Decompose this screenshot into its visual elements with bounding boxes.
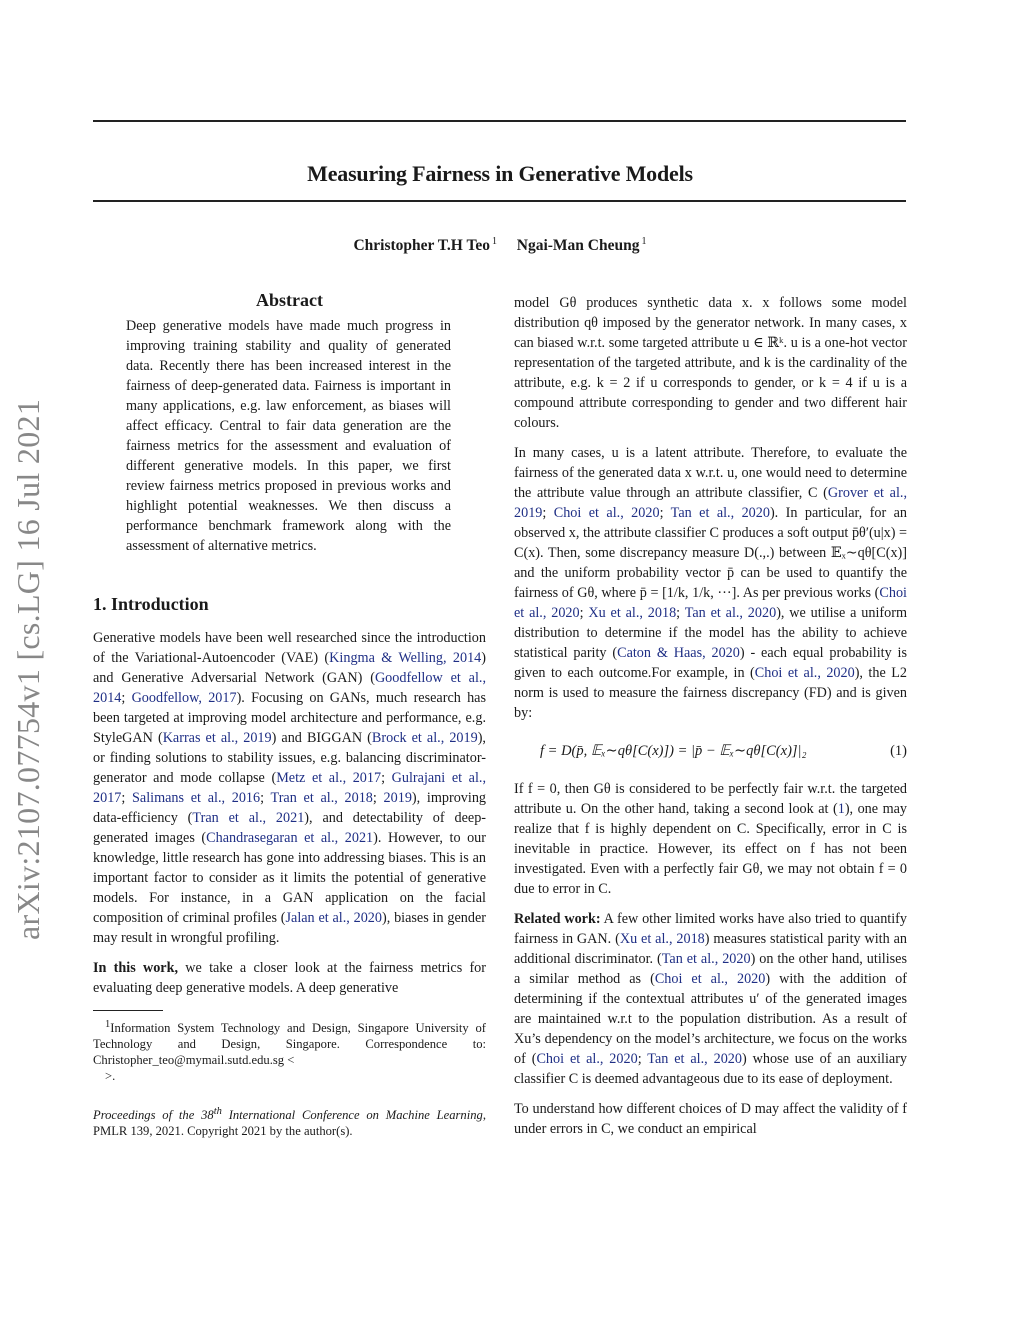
text-run: ; — [659, 505, 671, 521]
footnote-text: Information System Technology and Design, Singapore University of Technology and Design, Singapore. Correspondence to: Christopher_teo@mymail.sutd.edu.sg < — [93, 1021, 486, 1068]
text-run: ) - each equal probability is given to each outcome.For example, in ( — [514, 645, 907, 681]
left-column — [93, 290, 486, 1139]
text-run: ; — [579, 605, 589, 621]
footnote-rule — [93, 1010, 163, 1011]
citation-link[interactable]: Chandrasegaran et al., 2021 — [206, 830, 374, 846]
run-in-heading: Related work: — [514, 911, 601, 927]
text-run: ), one may realize that f is highly dependent on C. Specifically, error in C is inevitable in practice. However, its effect on f has not been investigated. Even with a perfectly fair Gθ, we may not obtain f = 0 due to error in C. — [514, 801, 907, 897]
abstract-heading: Abstract — [256, 290, 323, 310]
text-run: ) measures statistical parity with an additional discriminator. ( — [514, 931, 907, 967]
text-run: ; — [542, 505, 554, 521]
body-paragraph: To understand how different choices of D may affect the validity of f under errors in C, we conduct an empirical — [514, 1101, 907, 1137]
text-run: ; — [637, 1051, 648, 1067]
equation-number: (1) — [890, 743, 907, 759]
text-run: ) and BIGGAN ( — [271, 730, 372, 746]
proceedings-venue: Proceedings of the 38 — [93, 1108, 214, 1123]
text-run: ). Focusing on GANs, much research has been targeted at improving model architecture and performance, e.g. StyleGAN ( — [93, 690, 486, 746]
text-run: ) on the other hand, utilises a similar method as ( — [514, 951, 907, 987]
text-run: ). However, to our knowledge, little research has gone into addressing biases. This is an important factor to consider as it limits the potential of generative models. For instance, in a GAN application on the facial composition of criminal profiles ( — [93, 830, 487, 926]
citation-link[interactable]: Tan et al., 2020 — [670, 505, 770, 521]
text-run: ) and Generative Adversarial Network (GAN) ( — [93, 650, 486, 686]
text-run: A few other limited works have also tried to quantify fairness in GAN. ( — [514, 911, 907, 947]
citation-link[interactable]: Goodfellow, 2017 — [131, 690, 237, 706]
text-run: ; — [381, 770, 392, 786]
citation-link[interactable]: Xu et al., 2018 — [588, 605, 677, 621]
text-run: we take a closer look at the fairness metrics for evaluating deep generative models. A deep generative — [93, 960, 486, 996]
text-run: ), we utilise a uniform distribution to determine if the model has the ability to achieve statistical parity ( — [514, 605, 907, 661]
body-paragraph: model Gθ produces synthetic data x. x follows some model distribution qθ imposed by the generator network. In many cases, x can biased w.r.t. some targeted attribute u ∈ ℝᵏ. u is a one-hot vector representation of the targeted attribute, and k is the cardinality of the attribute, e.g. k = 2 if u corresponds to gender, or k = 4 if u is a compound attribute corresponding to gender and two different hair colours. — [514, 295, 907, 431]
citation-link[interactable]: Jalan et al., 2020 — [285, 910, 382, 926]
text-run: ; — [676, 605, 685, 621]
citation-link[interactable]: Tran et al., 2018 — [270, 790, 373, 806]
author-name: Ngai-Man Cheung — [516, 237, 640, 255]
text-run: ), improving data-efficiency ( — [93, 790, 487, 826]
citation-link[interactable]: Choi et al., 2020 — [514, 585, 907, 621]
citation-link[interactable]: Grover et al., 2019 — [514, 485, 907, 521]
equation-1 — [540, 741, 907, 761]
equation-body: f = D(p̄, 𝔼ₓ∼qθ[C(x)]) = |p̄ − 𝔼ₓ∼qθ[C(x)]|₂ — [540, 743, 807, 759]
text-run: ; — [372, 790, 384, 806]
related-work-paragraph — [514, 909, 907, 1089]
text-run: Generative models have been well researched since the introduction of the Variational-Autoencoder (VAE) ( — [93, 630, 486, 666]
affiliation-marker: 1 — [641, 236, 647, 247]
intro-paragraph — [93, 628, 486, 948]
citation-link[interactable]: 2019 — [383, 790, 412, 806]
abstract-body: Deep generative models have made much progress in improving training stability and quality of generated data. Recently there has been increased interest in the fairness of deep-generated data. Fairness is important in many applications, e.g. law enforcement, as biases will affect efficacy. Central to fair data generation are the fairness metrics for the assessment and evaluation of different generative models. In this paper, we first review fairness metrics proposed in previous works and highlight potential weaknesses. We then discuss a performance benchmark framework along with the assessment of alternative metrics. — [126, 318, 451, 554]
citation-link[interactable]: Gulrajani et al., 2017 — [93, 770, 486, 806]
text-run: In many cases, u is a latent attribute. Therefore, to evaluate the fairness of the generated data x w.r.t. u, one would need to determine the attribute value through an attribute classifier, C ( — [514, 445, 907, 501]
text-run: ), biases in gender may result in wrongful profiling. — [93, 910, 486, 946]
text-run: ). In particular, for an observed x, the attribute classifier C produces a soft output p̄θ′(u|x) = C(x). Then, some discrepancy measure D(.,.) between 𝔼ₓ∼qθ[C(x)] and the uniform probability vector p̄ can be used to quantify the fairness of Gθ, where p̄ = [1/k, 1/k, ···]. As per previous works ( — [514, 505, 907, 601]
text-run: ; — [121, 690, 132, 706]
citation-link[interactable]: Choi et al., 2020 — [654, 971, 766, 987]
citation-link[interactable]: Tran et al., 2021 — [192, 810, 305, 826]
footnote-marker: 1 — [105, 1019, 111, 1030]
body-paragraph — [514, 779, 907, 899]
citation-link[interactable]: Goodfellow et al., 2014 — [93, 670, 486, 706]
proceedings-venue-rest: International Conference on Machine Learning — [221, 1108, 483, 1123]
citation-link[interactable]: Choi et al., 2020 — [553, 505, 660, 521]
right-column — [514, 293, 907, 1149]
citation-link[interactable]: Salimans et al., 2016 — [132, 790, 261, 806]
section-heading-introduction: 1. Introduction — [93, 594, 209, 614]
text-run: ; — [260, 790, 271, 806]
text-run: ) with the addition of determining if the contextual attributes u′ of the generated images are maintained w.r.t to the population distribution. As a result of Xu’s dependency on the model’s architecture, we focus on the works of ( — [514, 971, 907, 1067]
citation-link[interactable]: Tan et al., 2020 — [684, 605, 777, 621]
proceedings-copyright: , PMLR 139, 2021. Copyright 2021 by the author(s). — [93, 1108, 486, 1139]
author-name: Christopher T.H Teo — [353, 237, 491, 255]
proceedings-note — [93, 1104, 486, 1139]
affiliation-marker: 1 — [492, 236, 498, 247]
run-in-heading: In this work, — [93, 960, 179, 976]
footnote — [93, 1017, 486, 1084]
text-run: ), and detectability of deep-generated images ( — [93, 810, 487, 846]
text-run: ), or finding solutions to stability issues, e.g. balancing discriminator-generator and mode collapse ( — [93, 730, 486, 786]
ordinal-suffix: th — [213, 1106, 222, 1118]
paper-title: Measuring Fairness in Generative Models — [307, 160, 693, 186]
equation-reference-link[interactable]: 1 — [837, 801, 845, 817]
text-run: If f = 0, then Gθ is considered to be perfectly fair w.r.t. the targeted attribute u. On the other hand, taking a second look at ( — [514, 781, 907, 817]
footnote-tail: >. — [105, 1069, 116, 1084]
citation-link[interactable]: Xu et al., 2018 — [619, 931, 705, 947]
citation-link[interactable]: Choi et al., 2020 — [536, 1051, 638, 1067]
body-paragraph — [514, 443, 907, 723]
citation-link[interactable]: Tan et al., 2020 — [661, 951, 751, 967]
title-rule-bottom — [93, 200, 906, 202]
intro-paragraph-this-work — [93, 958, 486, 998]
citation-link[interactable]: Metz et al., 2017 — [276, 770, 382, 786]
citation-link[interactable]: Choi et al., 2020 — [754, 665, 855, 681]
title-rule-top — [93, 120, 906, 122]
citation-link[interactable]: Brock et al., 2019 — [371, 730, 478, 746]
citation-link[interactable]: Karras et al., 2019 — [162, 730, 272, 746]
author-list — [0, 236, 1000, 255]
citation-link[interactable]: Caton & Haas, 2020 — [617, 645, 740, 661]
text-run: ) whose use of an auxiliary classifier C is deemed advantageous due to its ease of deployment. — [514, 1051, 908, 1087]
citation-link[interactable]: Tan et al., 2020 — [647, 1051, 742, 1067]
text-run: ), the L2 norm is used to measure the fairness discrepancy (FD) and is given by: — [514, 665, 907, 721]
arxiv-stamp: arXiv:2107.07754v1 [cs.LG] 16 Jul 2021 — [10, 398, 46, 940]
text-run: ; — [121, 790, 133, 806]
citation-link[interactable]: Kingma & Welling, 2014 — [329, 650, 482, 666]
